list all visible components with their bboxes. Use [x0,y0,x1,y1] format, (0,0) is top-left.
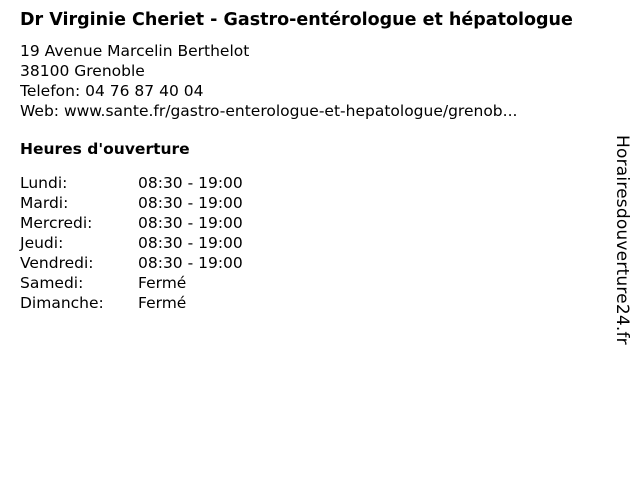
day-label: Mardi: [20,194,69,212]
hours-value: 08:30 - 19:00 [138,174,243,192]
hours-value: 08:30 - 19:00 [138,214,243,232]
day-label: Samedi: [20,274,84,292]
hours-row-saturday [20,273,612,293]
website-link[interactable]: Web: www.sante.fr/gastro-enterologue-et-hepatologue/grenob... [20,102,518,120]
hours-row-tuesday [20,193,612,213]
hours-value: 08:30 - 19:00 [138,234,243,252]
hours-row-thursday [20,233,612,253]
opening-hours-table [20,173,612,313]
hours-row-monday [20,173,612,193]
hours-value: Fermé [138,274,187,292]
hours-row-sunday [20,293,612,313]
hours-row-friday [20,253,612,273]
address-block [20,41,612,121]
street-address: 19 Avenue Marcelin Berthelot [20,42,250,60]
day-label: Dimanche: [20,294,104,312]
phone-number[interactable]: Telefon: 04 76 87 40 04 [20,82,204,100]
city-address: 38100 Grenoble [20,62,145,80]
day-label: Vendredi: [20,254,94,272]
opening-hours-heading: Heures d'ouverture [20,140,190,158]
day-label: Jeudi: [20,234,64,252]
day-label: Lundi: [20,174,68,192]
hours-value: Fermé [138,294,187,312]
hours-value: 08:30 - 19:00 [138,254,243,272]
business-card [20,10,612,313]
hours-value: 08:30 - 19:00 [138,194,243,212]
page-title: Dr Virginie Cheriet - Gastro-entérologue et hépatologue [20,10,573,30]
site-brand-watermark: Horairesdouverture24.fr [612,135,632,345]
day-label: Mercredi: [20,214,93,232]
hours-row-wednesday [20,213,612,233]
